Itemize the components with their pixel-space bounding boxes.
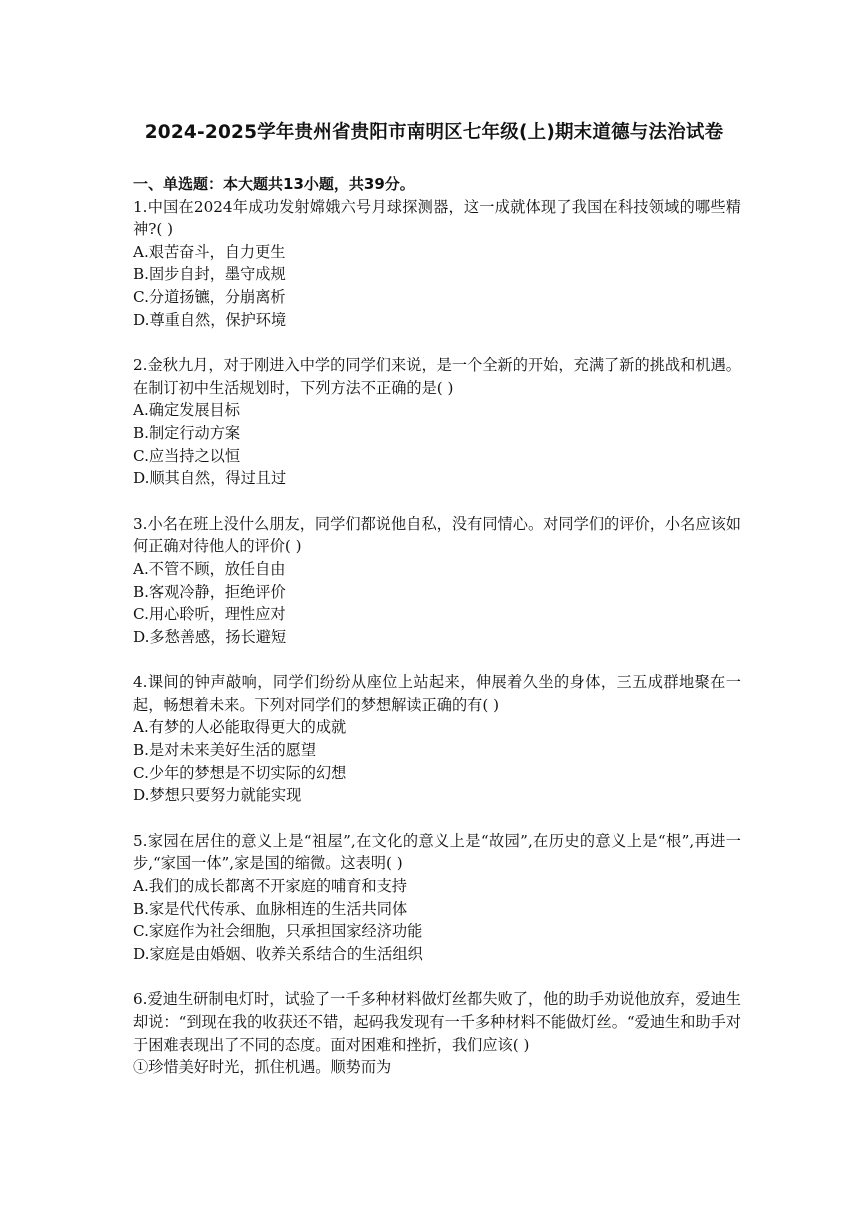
option-d: D.家庭是由婚姻、收养关系结合的生活组织: [133, 944, 423, 963]
option-d: D.梦想只要努力就能实现: [133, 786, 302, 805]
question-stem: 5.家园在居住的意义上是“祖屋”,在文化的意义上是“故园”,在历史的意义上是“根”,再进一步,“家国一体”,家是国的缩微。这表明( ): [133, 831, 741, 873]
option-a: A.我们的成长都离不开家庭的哺育和支持: [133, 877, 407, 896]
option-b: B.家是代代传承、血脉相连的生活共同体: [133, 899, 408, 918]
option-b: B.固步自封，墨守成规: [133, 265, 286, 284]
option-d: D.尊重自然，保护环境: [133, 310, 287, 329]
option-b: B.客观冷静，拒绝评价: [133, 582, 286, 601]
option-a: A.确定发展目标: [133, 401, 240, 420]
question-4: [133, 671, 741, 807]
question-stem: 1.中国在2024年成功发射嫦娥六号月球探测器，这一成就体现了我国在科技领域的哪些精神?( ): [133, 197, 741, 239]
exam-title: 2024-2025学年贵州省贵阳市南明区七年级(上)期末道德与法治试卷: [144, 122, 724, 143]
question-5: [133, 830, 741, 966]
question-3: [133, 513, 741, 649]
exam-content: [133, 173, 741, 1102]
option-c: C.用心聆听，理性应对: [133, 605, 286, 624]
option-d: D.多愁善感，扬长避短: [133, 627, 287, 646]
option-b: B.制定行动方案: [133, 423, 241, 442]
question-stem: 6.爱迪生研制电灯时，试验了一千多种材料做灯丝都失败了，他的助手劝说他放弃，爱迪生却说：“到现在我的收获还不错，起码我发现有一千多种材料不能做灯丝。“爱迪生和助手对于困难表现出了不同的态度。面对困难和挫折，我们应该( ): [133, 990, 741, 1054]
option-c: C.应当持之以恒: [133, 446, 241, 465]
question-6: [133, 988, 741, 1078]
option-a: A.有梦的人必能取得更大的成就: [133, 718, 347, 737]
option-d: D.顺其自然，得过且过: [133, 469, 287, 488]
option-c: C.家庭作为社会细胞，只承担国家经济功能: [133, 922, 423, 941]
question-1: [133, 196, 741, 332]
question-stem: 3.小名在班上没什么朋友，同学们都说他自私，没有同情心。对同学们的评价，小名应该如何正确对待他人的评价( ): [133, 514, 741, 556]
option-c: C.少年的梦想是不切实际的幻想: [133, 763, 347, 782]
option-c: C.分道扬镳，分崩离析: [133, 287, 286, 306]
option-a: A.艰苦奋斗，自力更生: [133, 242, 286, 261]
option-b: B.是对未来美好生活的愿望: [133, 741, 317, 760]
question-stem: 2.金秋九月，对于刚进入中学的同学们来说，是一个全新的开始，充满了新的挑战和机遇。在制订初中生活规划时，下列方法不正确的是( ): [133, 356, 741, 397]
option-a: A.不管不顾，放任自由: [133, 559, 286, 578]
option-1: ①珍惜美好时光，抓住机遇。顺势而为: [133, 1058, 392, 1077]
question-stem: 4.课间的钟声敲响，同学们纷纷从座位上站起来，伸展着久坐的身体，三五成群地聚在一起，畅想着未来。下列对同学们的梦想解读正确的有( ): [133, 673, 741, 714]
question-2: [133, 354, 741, 490]
section-heading: 一、单选题：本大题共13小题，共39分。: [133, 175, 415, 193]
